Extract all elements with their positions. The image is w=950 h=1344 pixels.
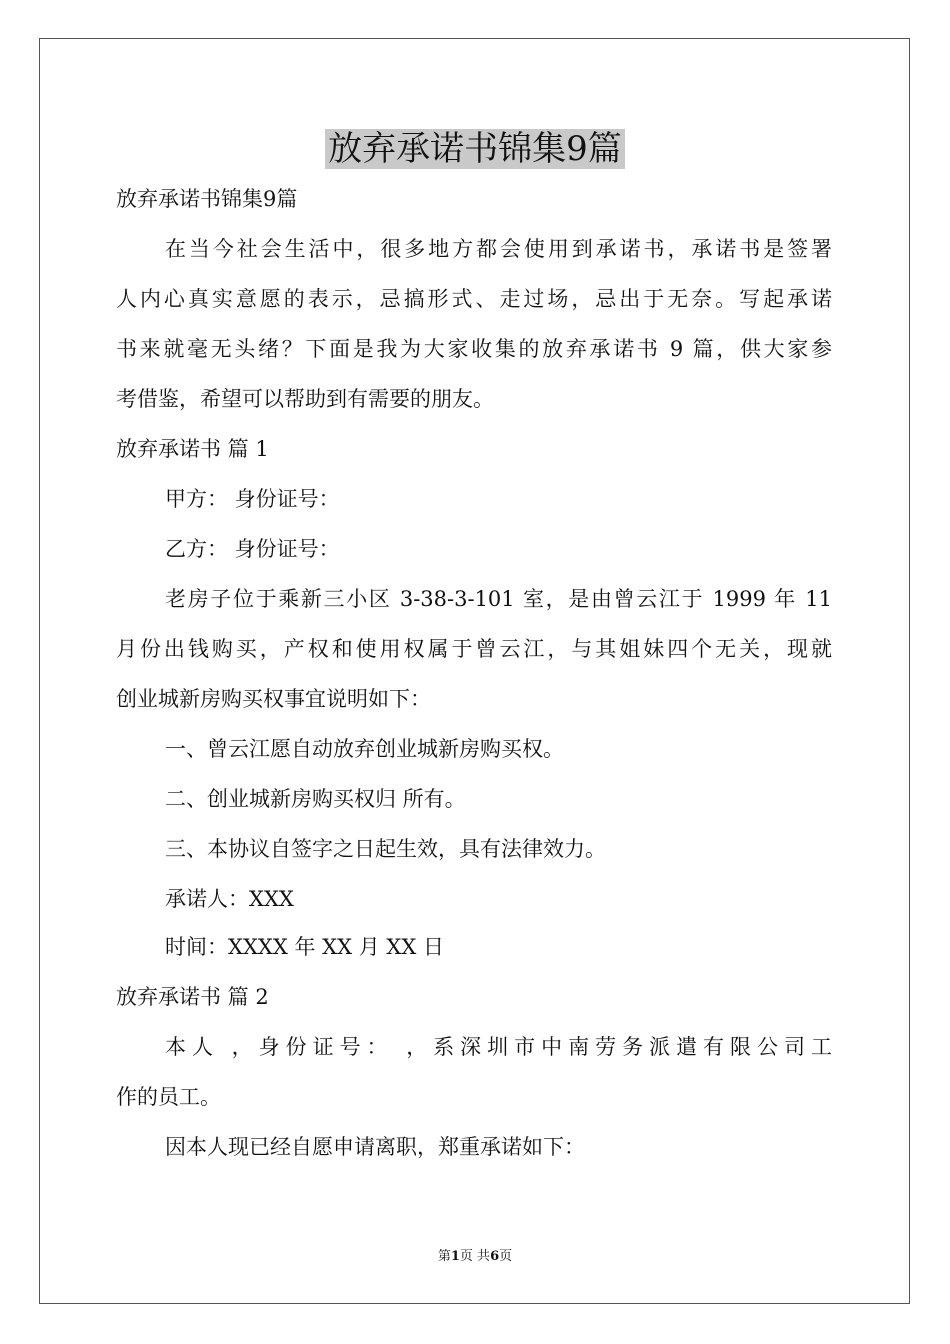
page-frame	[39, 38, 910, 1304]
clause-3: 三、本协议自签字之日起生效，具有法律效力。	[165, 837, 606, 861]
section2-body-line-2: 作的员工。	[116, 1085, 221, 1109]
footer-label-pre: 第	[437, 1249, 451, 1264]
section1-body-line-2: 月份出钱购买，产权和使用权属于曾云江，与其姐妹四个无关，现就	[116, 637, 832, 661]
intro-line-1: 在当今社会生活中，很多地方都会使用到承诺书，承诺书是签署	[165, 237, 832, 261]
intro-line-2: 人内心真实意愿的表示，忌搞形式、走过场，忌出于无奈。写起承诺	[116, 287, 832, 311]
footer-page-total: 6	[490, 1249, 500, 1264]
intro-line-3: 书来就毫无头绪？下面是我为大家收集的放弃承诺书 9 篇，供大家参	[116, 337, 832, 361]
intro-line-4: 考借鉴，希望可以帮助到有需要的朋友。	[116, 387, 494, 411]
section1-body-line-1: 老房子位于乘新三小区 3-38-3-101 室，是由曾云江于 1999 年 11	[165, 587, 832, 611]
page-footer	[0, 1248, 950, 1266]
footer-label-post: 页	[499, 1249, 513, 1264]
section1-heading: 放弃承诺书 篇 1	[116, 437, 269, 461]
document-subtitle: 放弃承诺书锦集9篇	[116, 187, 298, 211]
promisor-line: 承诺人：XXX	[165, 887, 294, 911]
clause-1: 一、曾云江愿自动放弃创业城新房购买权。	[165, 737, 564, 761]
date-line: 时间：XXXX 年 XX 月 XX 日	[165, 935, 444, 959]
section1-body-line-3: 创业城新房购买权事宜说明如下：	[116, 687, 431, 711]
section2-statement: 因本人现已经自愿申请离职，郑重承诺如下：	[165, 1135, 585, 1159]
party-b-line: 乙方： 身份证号：	[165, 537, 340, 561]
section2-heading: 放弃承诺书 篇 2	[116, 985, 269, 1009]
footer-page-current: 1	[450, 1249, 460, 1264]
party-a-line: 甲方： 身份证号：	[165, 487, 340, 511]
section2-body-line-1: 本人 ，身份证号： ，系深圳市中南劳务派遣有限公司工	[165, 1035, 832, 1059]
footer-label-mid: 页 共	[459, 1249, 491, 1264]
clause-2: 二、创业城新房购买权归 所有。	[165, 787, 466, 811]
document-title-text: 放弃承诺书锦集9篇	[325, 129, 625, 169]
document-title	[0, 126, 950, 172]
